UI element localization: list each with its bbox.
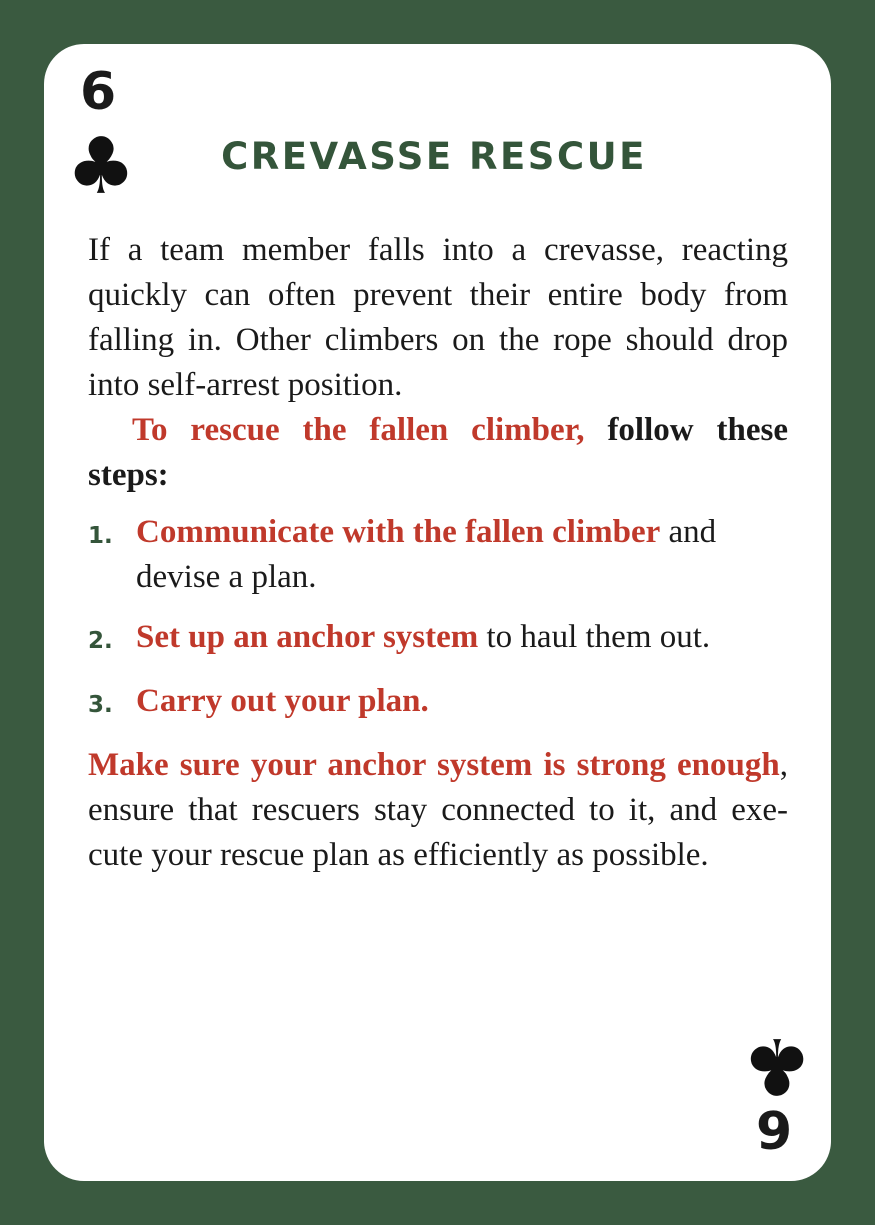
card-content xyxy=(88,228,788,878)
step-rest: and devise a plan. xyxy=(136,514,717,595)
step-text xyxy=(136,679,788,728)
step-highlight: Set up an anchor system xyxy=(136,619,479,655)
card-rank-top: 6 xyxy=(80,62,117,122)
step-highlight: Communicate with the fallen climber xyxy=(136,514,661,550)
outro-rest: , ensure that rescuers stay connected to it, and exe-cute your rescue plan as efficiently as possible. xyxy=(88,747,788,873)
lead-paragraph xyxy=(88,408,788,498)
step-item xyxy=(88,510,788,600)
step-number: 3. xyxy=(88,692,113,718)
steps-list xyxy=(88,510,788,728)
card-rank-bottom: 9 xyxy=(756,1102,793,1162)
step-text xyxy=(136,615,788,664)
outro-paragraph xyxy=(88,743,788,878)
outro-highlight: Make sure your anchor system is strong enough xyxy=(88,747,780,783)
step-number: 1. xyxy=(88,523,113,549)
intro-paragraph: If a team member falls into a crevasse, reacting quickly can often prevent their entire body from falling in. Other climbers on the rope should drop into self-arrest position. xyxy=(88,232,788,403)
step-text xyxy=(136,510,788,600)
step-number: 2. xyxy=(88,628,113,654)
playing-card xyxy=(44,44,831,1181)
step-item xyxy=(88,615,788,664)
lead-highlight: To rescue the fallen climber, xyxy=(132,412,585,448)
step-rest: to haul them out. xyxy=(478,619,711,655)
club-suit-icon: ♣ xyxy=(66,122,136,212)
step-item xyxy=(88,679,788,728)
lead-rest: follow these steps: xyxy=(88,412,788,493)
step-highlight: Carry out your plan. xyxy=(136,683,429,719)
card-title: CREVASSE RESCUE xyxy=(221,135,647,178)
club-suit-icon-bottom: ♣ xyxy=(742,1020,812,1110)
